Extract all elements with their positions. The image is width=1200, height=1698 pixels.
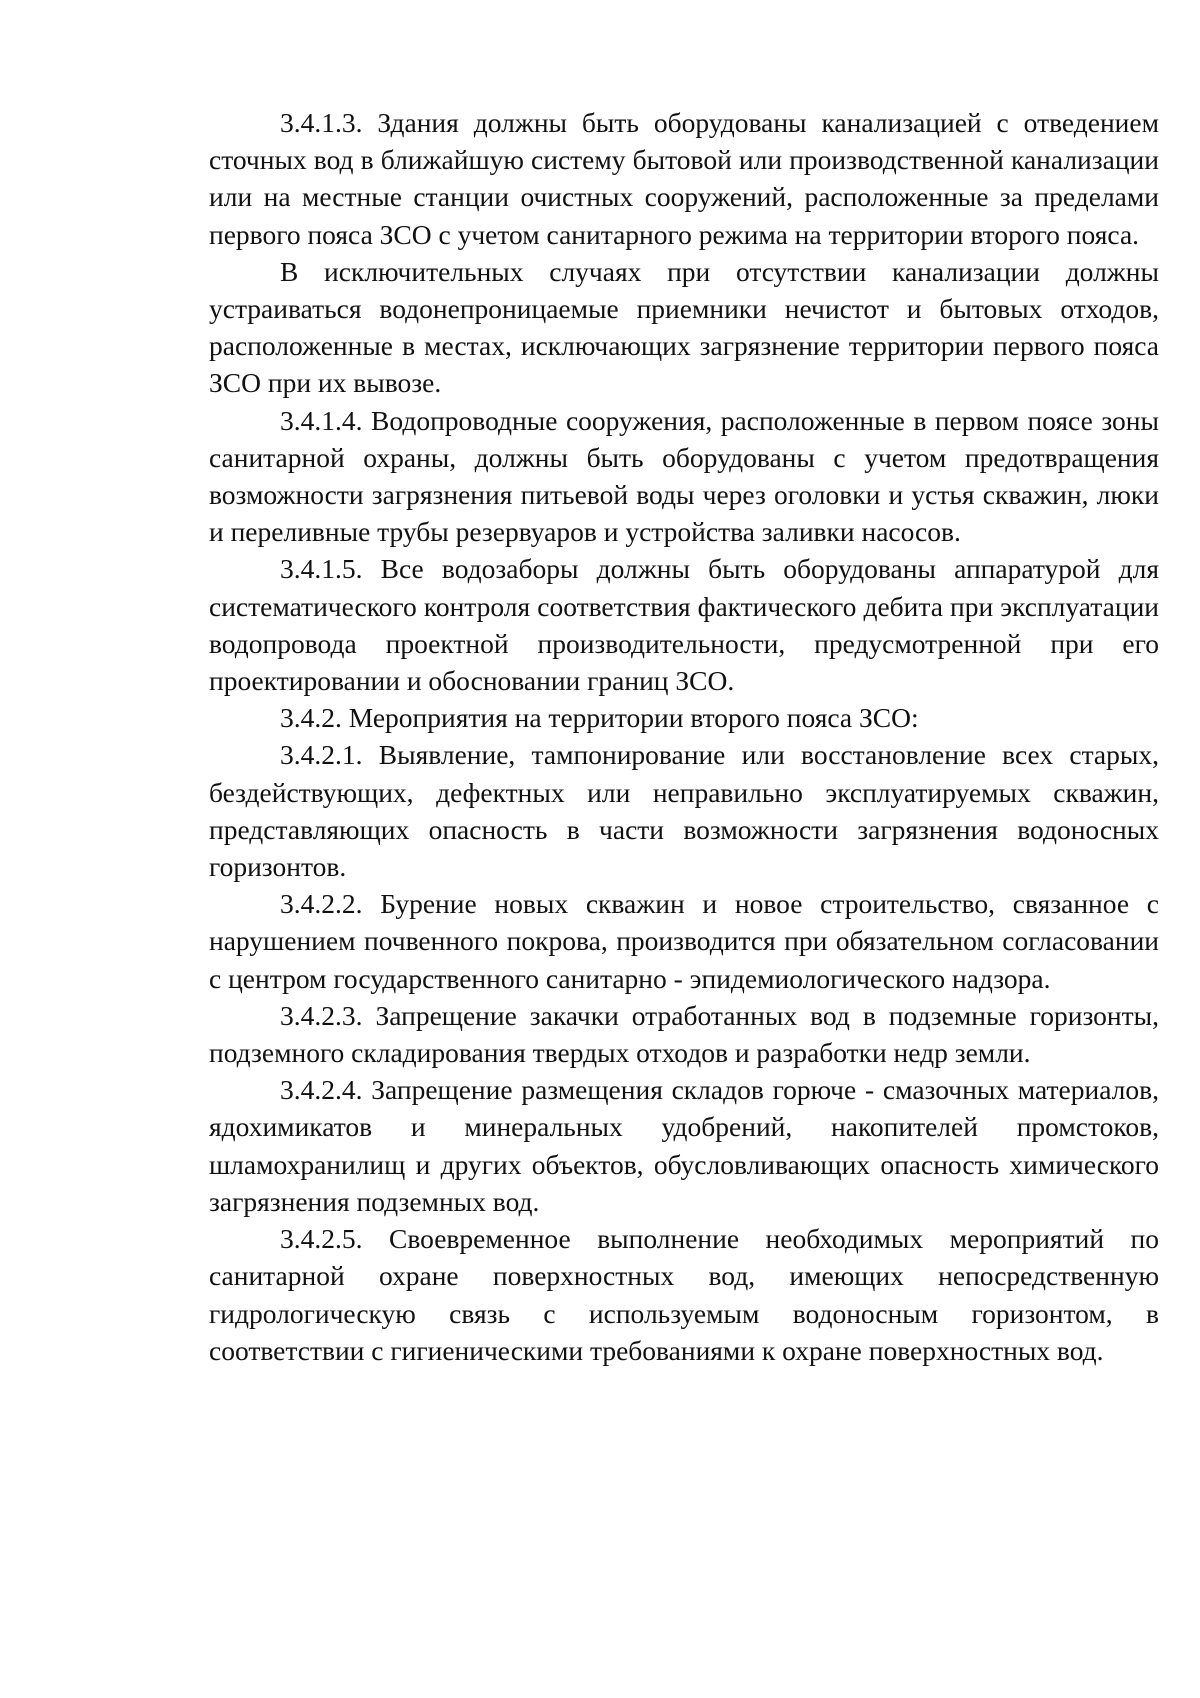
paragraph-3-4-2-4: 3.4.2.4. Запрещение размещения складов горюче - смазочных материалов, ядохимикатов и минеральных удобрений, накопителей промстоков, шламохранилищ и других объектов, обусловливающих опасность химического загрязнения подземных вод. [209,1074,1159,1217]
paragraph-3-4-2-heading: 3.4.2. Мероприятия на территории второго пояса ЗСО: [280,702,919,734]
paragraph-3-4-1-4: 3.4.1.4. Водопроводные сооружения, расположенные в первом поясе зоны санитарной охраны, должны быть оборудованы с учетом предотвращения возможности загрязнения питьевой воды через оголовки и устья скважин, люки и переливные трубы резервуаров и устройства заливки насосов. [209,404,1159,548]
document-body [209,104,1159,1369]
paragraph-3-4-2-2: 3.4.2.2. Бурение новых скважин и новое строительство, связанное с нарушением почвенного покрова, производится при обязательном согласовании с центром государственного санитарно - эпидемиологического надзора. [209,888,1159,994]
paragraph-3-4-2-3: 3.4.2.3. Запрещение закачки отработанных вод в подземные горизонты, подземного складирования твердых отходов и разработки недр земли. [209,999,1159,1069]
paragraph-3-4-2-1: 3.4.2.1. Выявление, тампонирование или восстановление всех старых, бездействующих, дефектных или неправильно эксплуатируемых скважин, представляющих опасность в части возможности загрязнения водоносных горизонтов. [209,739,1159,883]
paragraph-3-4-1-5: 3.4.1.5. Все водозаборы должны быть оборудованы аппаратурой для систематического контроля соответствия фактического дебита при эксплуатации водопровода проектной производительности, предусмотренной при его проектировании и обосновании границ ЗСО. [209,553,1159,697]
paragraph-exceptional-cases: В исключительных случаях при отсутствии канализации должны устраиваться водонепроницаемые приемники нечистот и бытовых отходов, расположенные в местах, исключающих загрязнение территории первого пояса ЗСО при их вывозе. [209,255,1159,399]
paragraph-3-4-2-5: 3.4.2.5. Своевременное выполнение необходимых мероприятий по санитарной охране поверхностных вод, имеющих непосредственную гидрологическую связь с используемым водоносным горизонтом, в соответствии с гигиеническими требованиями к охране поверхностных вод. [209,1223,1159,1366]
paragraph-3-4-1-3: 3.4.1.3. Здания должны быть оборудованы канализацией с отведением сточных вод в ближайшую систему бытовой или производственной канализации или на местные станции очистных сооружений, расположенные за пределами первого пояса ЗСО с учетом санитарного режима на территории второго пояса. [209,107,1159,250]
